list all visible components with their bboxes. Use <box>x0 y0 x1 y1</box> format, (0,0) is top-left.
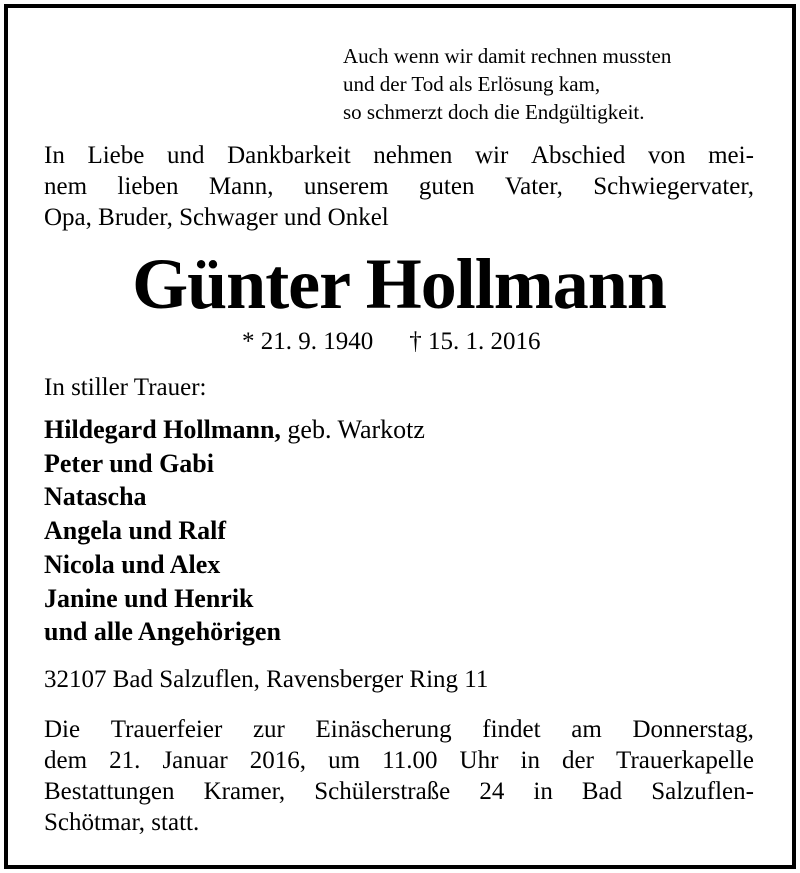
family-address: 32107 Bad Salzuflen, Ravensberger Ring 11 <box>44 666 489 693</box>
mourner-name: und alle Angehörigen <box>44 617 281 647</box>
motto-line: und der Tod als Erlösung kam, <box>343 72 601 96</box>
word: 24 <box>479 778 505 805</box>
word: 2016, <box>249 747 307 774</box>
intro-line: Opa, Bruder, Schwager und Onkel <box>44 204 389 231</box>
word: Trauerfeier <box>110 716 223 743</box>
death-date: † 15. 1. 2016 <box>409 328 541 355</box>
word: am <box>571 716 602 743</box>
mourner-name: Natascha <box>44 482 147 512</box>
word: zur <box>252 716 285 743</box>
word: mei- <box>708 142 754 169</box>
word: Einäscherung <box>315 716 452 743</box>
mourners-list <box>44 413 425 649</box>
word: Trauerkapelle <box>616 747 754 774</box>
word: nehmen <box>373 142 453 169</box>
widow-name: Hildegard Hollmann, <box>44 415 281 444</box>
word: Schwiegervater, <box>593 173 754 200</box>
word: Die <box>44 716 81 743</box>
intro-line <box>44 171 754 202</box>
word: Liebe <box>87 142 145 169</box>
birth-date: * 21. 9. 1940 <box>242 328 374 355</box>
word: dem <box>44 747 88 774</box>
motto-verse <box>343 42 671 126</box>
word: in <box>520 747 540 774</box>
mourning-heading: In stiller Trauer: <box>44 374 207 401</box>
ceremony-line <box>44 714 754 745</box>
word: Salzuflen- <box>651 778 754 805</box>
word: nem <box>44 173 88 200</box>
word: Vater, <box>504 173 563 200</box>
word: lieben <box>117 173 179 200</box>
motto-line: Auch wenn wir damit rechnen mussten <box>343 44 672 68</box>
word: 21. <box>109 747 141 774</box>
word: Mann, <box>208 173 274 200</box>
mourner-name: Nicola und Alex <box>44 549 221 579</box>
word: findet <box>482 716 541 743</box>
ceremony-paragraph <box>44 714 754 838</box>
mourner-name: Angela und Ralf <box>44 516 227 546</box>
ceremony-line <box>44 776 754 807</box>
word: Januar <box>162 747 228 774</box>
word: wir <box>475 142 509 169</box>
word: unserem <box>303 173 389 200</box>
word: 11.00 <box>382 747 438 774</box>
deceased-name: Günter Hollmann <box>132 244 666 324</box>
word: und <box>166 142 205 169</box>
intro-line <box>44 140 754 171</box>
word: der <box>562 747 594 774</box>
word: Bad <box>581 778 623 805</box>
widow-maiden-name: geb. Warkotz <box>280 415 425 444</box>
word: guten <box>418 173 475 200</box>
word: Kramer, <box>203 778 286 805</box>
mourner-name: Peter und Gabi <box>44 448 214 478</box>
motto-line: so schmerzt doch die Endgültigkeit. <box>343 100 645 124</box>
word: Dankbarkeit <box>227 142 351 169</box>
word: Bestattungen <box>44 778 175 805</box>
ceremony-line <box>44 745 754 776</box>
mourner-widow <box>44 413 425 447</box>
intro-paragraph <box>44 140 754 233</box>
word: Uhr <box>459 747 499 774</box>
word: von <box>647 142 686 169</box>
word: in <box>533 778 553 805</box>
word: Donnerstag, <box>632 716 754 743</box>
word: Abschied <box>530 142 626 169</box>
mourner-name: Janine und Henrik <box>44 583 254 613</box>
word: In <box>44 142 65 169</box>
ceremony-line: Schötmar, statt. <box>44 809 200 836</box>
life-dates <box>242 327 541 357</box>
word: Schülerstraße <box>314 778 451 805</box>
word: um <box>328 747 361 774</box>
